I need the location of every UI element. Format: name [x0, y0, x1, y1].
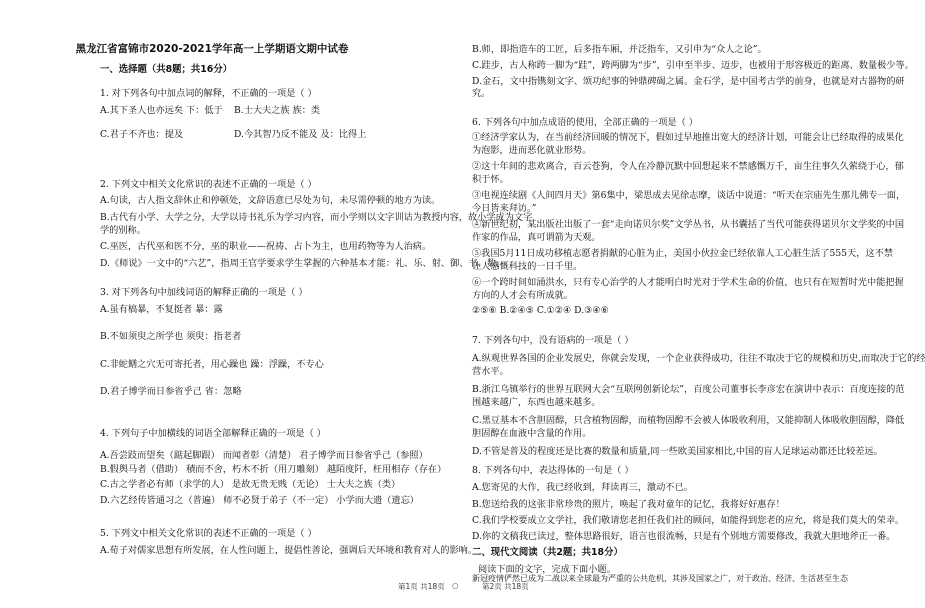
q3-option-d[interactable]: D.君子博学而日参省乎己 省：忽略 [100, 386, 242, 397]
q6-item-5: ⑤我国5月11日成功移植志愿者捐献的心脏为止，美国小伙拉金已经依靠人工心脏生活了555天，这不禁 [472, 248, 893, 259]
q6-item-2: ②这十年间的悲欢离合，百云苍狗，令人在冷静沉默中回想起来不禁感慨万千，亩生往事久久萦绕于心，郁 [472, 161, 904, 172]
q2-stem: 2. 下列文中相关文化常识的表述不正确的一项是（ ） [100, 179, 317, 190]
q5-option-d-cont: 究。 [472, 88, 491, 99]
q3-option-a[interactable]: A.虽有槁暴，不复挺者 暴：露 [100, 304, 223, 315]
q8-option-d[interactable]: D.你的文稿我已读过，整体思路很好，语言也很流畅，只是有个别地方需要修改，我就大胆地斧正一番。 [472, 531, 896, 542]
q8-option-b[interactable]: B.您送给我的这张非常珍贵的照片，唤起了我对童年的记忆，我将好好惠存！ [472, 499, 785, 510]
q6-item-6: ⑥一个跨时间如涌洪水，只有专心治学的人才能明白时光对于学术生命的价值，也只有在短暂时光中能把握 [472, 277, 904, 288]
q6-stem: 6. 下列各句中加点成语的使用，全部正确的一项是（ ） [472, 117, 698, 128]
section-heading-choice: 一、选择题（共8题；共16分） [100, 64, 233, 75]
q5-option-b[interactable]: B.师，即指造车的工匠，后多指车厢，并泛指车，又引申为“众人之论”。 [472, 44, 767, 55]
page-title: 黑龙江省富锦市2020-2021学年高一上学期语文期中试卷 [75, 43, 349, 55]
q6-item-5-cont: 让人感慨科技的一日千里。 [472, 261, 583, 272]
right-column [472, 0, 925, 600]
q7-option-c[interactable]: C.黑豆基本不含胆固醇，只含植物固醇，而植物固醇不会被人体吸收利用，又能抑制人体吸收胆固醇，降低 [472, 415, 905, 426]
q8-option-c[interactable]: C.我们学校要成立文学社，我们敬请您老担任我们社的顾问，如能得到您老的应允，将是我们莫大的荣幸。 [472, 515, 905, 526]
q4-option-a[interactable]: A.吾尝跂而望矣（踮起脚跟） 而闻者彰（清楚） 君子博学而日参省乎己（参照） [100, 450, 428, 461]
q5-stem: 5. 下列文中相关文化常识的表述不正确的一项是（ ） [100, 528, 317, 539]
q7-option-b[interactable]: B.浙江乌镇举行的世界互联网大会“互联网创新论坛”，百度公司董事长李彦宏在演讲中表示：百度连接的范 [472, 384, 905, 395]
q6-item-1-cont: 为泡影，进而恶化就业形势。 [472, 145, 592, 156]
q1-option-c[interactable]: C.君子不齐也：提及 [100, 129, 184, 140]
q6-item-4: ④新世纪初，某出版社出版了一套“走向诺贝尔奖”文学丛书，从书囊括了当代可能获得诺贝尔文学奖的中国 [472, 219, 905, 230]
q7-option-d[interactable]: D.不管是普及的程度还是比赛的数量和质量,同一些欧美国家相比,中国的盲人足球运动都还比较差远。 [472, 446, 883, 457]
q3-stem: 3. 对下列各句中加线词语的解释正确的一项是（ ） [100, 287, 308, 298]
reading-passage [472, 574, 856, 583]
q4-option-b[interactable]: B.假舆马者（借助） 積而不舍，朽木不折（用刀雕刻） 越陌度阡，枉用相存（存在） [100, 464, 447, 475]
section-heading-reading: 二、现代文阅读（共2题；共18分） [472, 547, 623, 558]
q6-options[interactable]: ②⑤⑥ B.②④⑤ C.①②④ D.③④⑥ [472, 305, 609, 316]
q1-option-b[interactable]: B.士大夫之族 族：类 [234, 105, 321, 116]
q1-option-d[interactable]: D.今其智乃反不能及 及：比得上 [234, 129, 367, 140]
page-number-right: 第2页 共18页 [482, 582, 529, 591]
q1-option-a[interactable]: A.其下圣人也亦远矣 下：低于 [100, 105, 223, 116]
q6-item-4-cont: 作家的作品，真可谓箭为天观。 [472, 232, 601, 243]
q1-stem: 1. 对下列各句中加点词的解释，不正确的一项是（ ） [100, 88, 317, 99]
q7-stem: 7. 下列各句中，没有语病的一项是（ ） [472, 335, 634, 346]
q7-option-b-cont: 围越来越广，东西也越来越多。 [472, 397, 601, 408]
q2-option-d[interactable]: D.《师说》一文中的“六艺”，指周王官学要求学生掌握的六种基本才能：礼、乐、射、御、书、数。 [100, 258, 506, 269]
q4-option-d[interactable]: D.六艺经传皆通习之（普遍） 师不必贤于弟子（不一定） 小学而大遗（遗忘） [100, 495, 419, 506]
page-number-left: 第1页 共18页 [398, 582, 445, 591]
q2-option-c[interactable]: C.巫医，古代巫和医不分，巫的职业——祝祷、占卜为主，也用药物等为人治病。 [100, 241, 432, 252]
q7-option-a-cont: 营水平。 [472, 366, 509, 377]
q5-option-d[interactable]: D.金石，文中指镌刻文字、颂功纪事的钟鼎碑碣之属。金石学，是中国考古学的前身，也就是对古器物的研 [472, 76, 905, 87]
q6-item-1: ①经济学家认为，在当前经济回暖的情况下，假如过早地推出宽大的经济计划，可能会让已经取得的成果化 [472, 132, 904, 143]
page-divider-mark: ○ [452, 581, 459, 590]
q8-stem: 8. 下列各句中，表达得体的一句是（ ） [472, 465, 634, 476]
q8-option-a[interactable]: A.您寄见的大作，我已经收到，拜读再三，激动不已。 [472, 482, 693, 493]
q7-option-c-cont: 胆固醇在血液中含量的作用。 [472, 428, 592, 439]
q2-option-b-cont: 学的别称。 [100, 225, 146, 236]
q6-item-3-cont: 今日皆来拜访。” [472, 203, 537, 214]
q5-option-c[interactable]: C.跬步，古人称跨一脚为“跬”，跨两脚为“步”，引申至半步、迈步，也被用于形容极近的距离、数量极少等。 [472, 60, 914, 71]
q3-option-c[interactable]: C.非蛇鳝之穴无可寄托者，用心躁也 躁：浮躁，不专心 [100, 359, 324, 370]
q2-option-b[interactable]: B.古代有小学、大学之分，大学以诗书礼乐为学习内容，而小学则以文字训诂为教授内容，故小学成为文字 [100, 212, 533, 223]
q2-option-a[interactable]: A.句读，古人指文辞休止和停顿处，文辞语意已尽处为句，未尽需停顿的地方为读。 [100, 195, 441, 206]
q6-item-3: ③电视连续剧《人间四月天》第6集中，梁思成去见徐志摩，谈话中说道：“听天在宗庙先生那儿佛专一面， [472, 190, 906, 201]
q4-option-c[interactable]: C.古之学者必有师（求学的人） 是故无贵无贱（无论） 士大夫之族（类） [100, 479, 401, 490]
q7-option-a[interactable]: A.纵观世界各国的企业发展史，你就会发现，一个企业获得成功，往往不取决于它的规模和历史,而取决于它的经 [472, 353, 925, 364]
q4-stem: 4. 下列句子中加横线的词语全部解释正确的一项是（ ） [100, 428, 326, 439]
q6-item-6-cont: 方向的人才会有所成就。 [472, 290, 574, 301]
q6-item-2-cont: 积于怀。 [472, 174, 509, 185]
reading-instruction: 阅读下面的文字，完成下面小题。 [478, 564, 616, 575]
q5-option-a[interactable]: A.荀子对儒家思想有所发展，在人性问题上，提倡性善论，强调后天环境和教育对人的影响。 [100, 545, 478, 556]
q3-option-b[interactable]: B.不如须臾之所学也 须臾：指老者 [100, 331, 242, 342]
reading-line-1: 新冠疫情俨然已成为二战以来全球最为严重的公共危机，其涉及国家之广，对于政治、经济、生活甚至生态 [472, 574, 848, 583]
